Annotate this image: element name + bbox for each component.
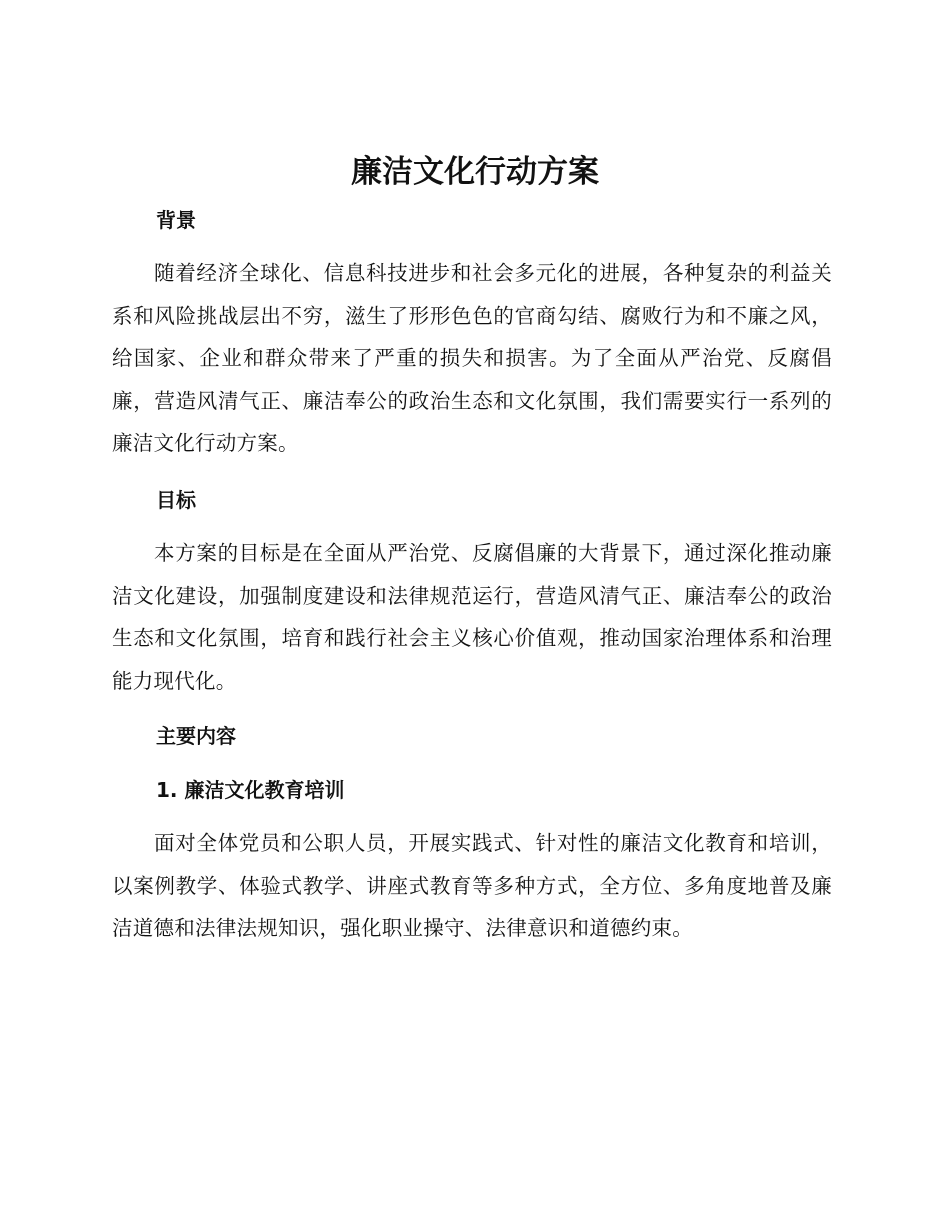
subsection-heading-education-training: 1. 廉洁文化教育培训 — [156, 778, 345, 802]
section-heading-main-content: 主要内容 — [156, 724, 236, 748]
document-title: 廉洁文化行动方案 — [351, 154, 599, 190]
section-heading-background: 背景 — [156, 208, 196, 232]
section-heading-goal: 目标 — [156, 488, 196, 512]
section-paragraph-background: 随着经济全球化、信息科技进步和社会多元化的进展，各种复杂的利益关系和风险挑战层出不穷，滋生了形形色色的官商勾结、腐败行为和不廉之风，给国家、企业和群众带来了严重的损失和损害。为了全面从严治党、反腐倡廉，营造风清气正、廉洁奉公的政治生态和文化氛围，我们需要实行一系列的廉洁文化行动方案。 — [112, 261, 832, 455]
subsection-paragraph-education-training: 面对全体党员和公职人员，开展实践式、针对性的廉洁文化教育和培训，以案例教学、体验式教学、讲座式教育等多种方式，全方位、多角度地普及廉洁道德和法律法规知识，强化职业操守、法律意识和道德约束。 — [112, 831, 832, 940]
section-paragraph-goal: 本方案的目标是在全面从严治党、反腐倡廉的大背景下，通过深化推动廉洁文化建设，加强制度建设和法律规范运行，营造风清气正、廉洁奉公的政治生态和文化氛围，培育和践行社会主义核心价值观，推动国家治理体系和治理能力现代化。 — [112, 541, 832, 693]
